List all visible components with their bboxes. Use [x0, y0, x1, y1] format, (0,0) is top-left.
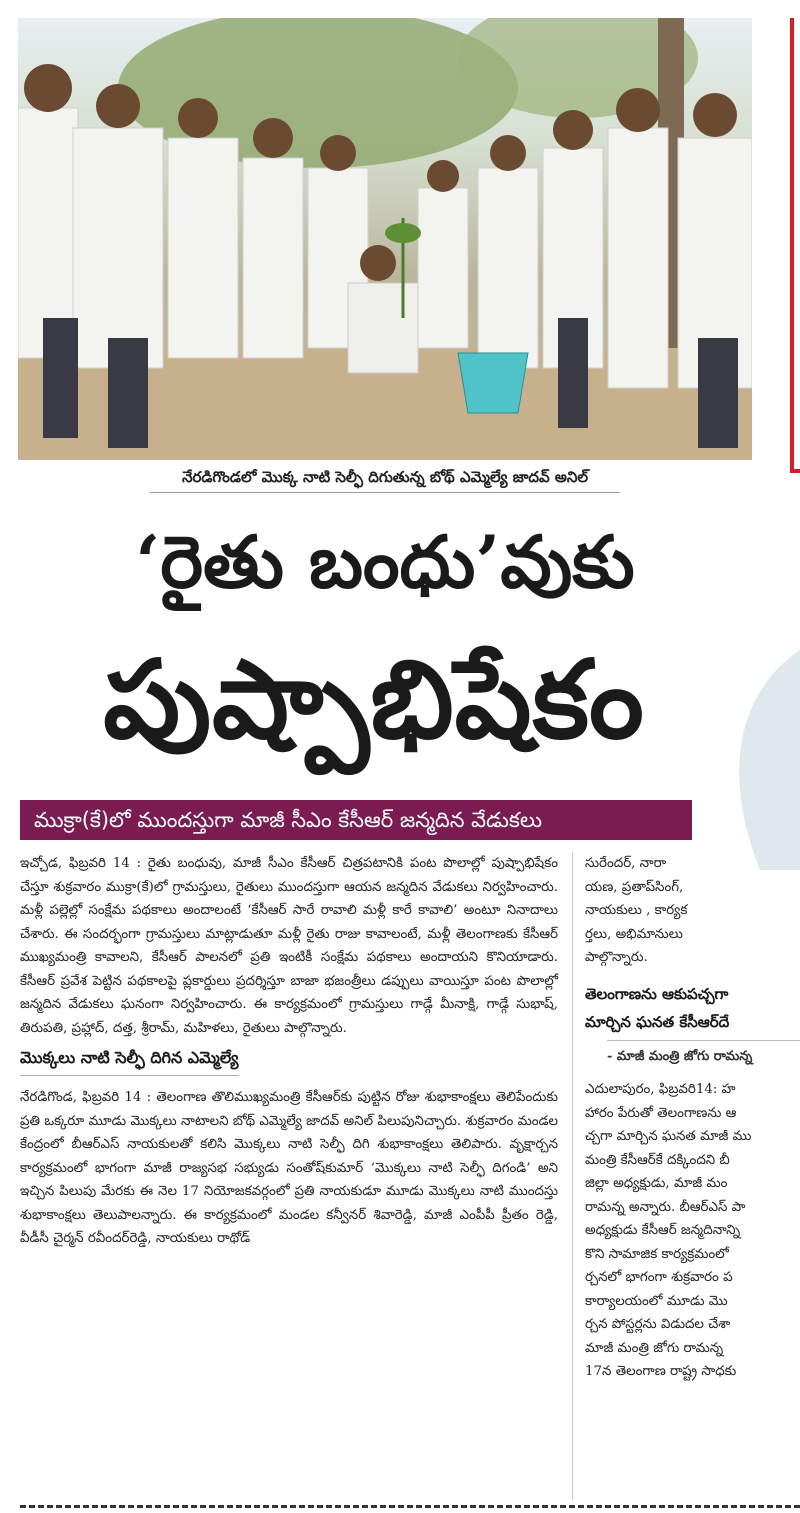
right-line: సురేందర్‌, నారా: [585, 856, 667, 871]
right-line: ఎదులాపురం, ఫిబ్రవరి14: హ: [585, 1082, 736, 1097]
right-line: నాయకులు , కార్యక: [585, 903, 688, 918]
article-1-body: ఇచ్చోడ, ఫిబ్రవరి 14 : రైతు బంధువు, మాజీ సీఎం కేసీఆర్‌ చిత్రపటానికి పంట పొలాల్లో పుష్పాభిషేకం చేస్తూ శుక్రవారం ముక్రా(కే)లో గ్రామస్తులు, రైతులు ముందస్తుగా ఆయన జన్మదిన వేడుకలు నిర్వహించారు. మళ్లీ పల్లెల్లో సంక్షేమ పథకాలు అందాలంటే ‘కేసీఆర్‌ సారే రావాలి మళ్లీ కారే కావాలి’ అంటూ నినాదాలు చేశారు. ఈ సందర్భంగా గ్రామస్తులు మాట్లాడుతూ మళ్లీ రైతు రాజు కావాలంటే, మళ్లీ తెలంగాణకు కేసీఆర్‌ ముఖ్యమంత్రి కావాలని, కేసీఆర్‌ పాలనలో ప్రతి ఇంటికీ సంక్షేమ పథకాలు అందాయని కొనియాడారు. కేసీఆర్‌ ప్రవేశ పెట్టిన పథకాలపై ప్లకార్డులు ప్రదర్శిస్తూ బాజా భజంత్రీలు డప్పులు వాయిస్తూ పంట పొలాల్లో జన్మదిన వేడుకలు ఘనంగా నిర్వహించారు. ఈ కార్యక్రమంలో గ్రామస్తులు గాడ్గే మీనాక్షి, గాడ్గే సుభాష్‌, తిరుపతి, ప్రహ్లాద్‌, దత్త, శ్రీరామ్‌, మహిళలు, రైతులు పాల్గొన్నారు.: [20, 856, 558, 1036]
right-line: జిల్లా అధ్యక్షుడు, మాజీ మం: [585, 1176, 728, 1191]
right-line: యణ, ప్రతాప్‌సింగ్‌,: [585, 879, 684, 895]
bottom-dashed-rule: [20, 1505, 800, 1508]
right-line: అధ్యక్షుడు కేసీఆర్‌ జన్మదినాన్ని: [585, 1223, 741, 1238]
right-line: ర్తలు, అభిమానులు: [585, 926, 683, 942]
headline-line-2: పుష్పాభిషేకం: [103, 637, 645, 763]
right-line: 17న తెలంగాణ రాష్ట్ర సాధకు: [585, 1364, 737, 1379]
right-line: మాజీ మంత్రి జోగు రామన్న: [585, 1340, 724, 1356]
right-line: ర్చన పోస్టర్లను విడుదల చేశా: [585, 1317, 731, 1332]
article-2-heading: మొక్కలు నాటి సెల్ఫీ దిగిన ఎమ్మెల్యే: [20, 1048, 239, 1076]
right-line: చ్చగా మార్చిన ఘనత మాజీ ము: [585, 1129, 752, 1144]
right-line: ర్చనలో భాగంగా శుక్రవారం ప: [585, 1270, 733, 1285]
right-line: మంత్రి కేసీఆర్‌కే దక్కిందని బీ: [585, 1152, 730, 1168]
right-line: రామన్న అన్నారు. బీఆర్‌ఎస్‌ పా: [585, 1199, 746, 1215]
photo-illustration: [18, 18, 752, 460]
right-subhead-line-1: తెలంగాణను ఆకుపచ్చగా: [585, 984, 729, 1003]
right-line: హారం పేరుతో తెలంగాణను ఆ: [585, 1105, 737, 1121]
caption-underline: [150, 492, 620, 493]
right-subhead-line-2: మార్చిన ఘనత కేసీఆర్‌దే: [585, 1012, 730, 1031]
column-divider: [572, 852, 573, 1500]
subheadline-bar: ముక్రా(కే)లో ముందస్తుగా మాజీ సీఎం కేసీఆర్‌ జన్మదిన వేడుకలు: [20, 800, 692, 840]
article-2-body: నేరడిగొండ, ఫిబ్రవరి 14 : తెలంగాణ తొలిముఖ్యమంత్రి కేసీఆర్‌కు పుట్టిన రోజు శుభాకాంక్షలు తెలిపేందుకు ప్రతి ఒక్కరూ మూడు మొక్కలు నాటాలని బోథ్‌ ఎమ్మెల్యే జాదవ్‌ అనిల్‌ పిలుపునిచ్చారు. శుక్రవారం మండల కేంద్రంలో బీఆర్‌ఎస్‌ నాయకులతో కలిసి మొక్కలు నాటి సెల్ఫీ దిగి శుభాకాంక్షలు తెలిపారు. వృక్షార్చన కార్యక్రమంలో భాగంగా మాజీ రాజ్యసభ సభ్యుడు సంతోష్‌కుమార్‌ ‘మొక్కలు నాటి సెల్ఫీ దిగండి’ అని ఇచ్చిన పిలుపు మేరకు ఈ నెల 17 నియోజకవర్గంలో ప్రతి నాయకుడూ మూడు మొక్కలు నాటి ముందస్తు శుభాకాంక్షలు తెలుపాలన్నారు. ఈ కార్యక్రమంలో మండల కన్వీనర్‌ శివారెడ్డి, మాజీ ఎంపీపీ ప్రీతం రెడ్డి, వీడీసీ చైర్మన్‌ రవీందర్‌రెడ్డి, నాయకులు రాథోడ్‌: [20, 1090, 558, 1246]
red-frame-decoration: [790, 18, 800, 473]
right-column: [585, 852, 800, 1384]
headline-line-1: ‘రైతు బంధు’వుకు: [135, 519, 635, 604]
right-line: పాల్గొన్నారు.: [585, 950, 648, 965]
photo-caption: నేరడిగొండలో మొక్క నాటి సెల్ఫీ దిగుతున్న బోథ్‌ ఎమ్మెల్యే జాదవ్‌ అనిల్‌: [181, 468, 589, 486]
decorative-curve: [700, 650, 800, 870]
main-column: [20, 852, 558, 1251]
right-quote-attribution: - మాజీ మంత్రి జోగు రామన్న: [607, 1040, 800, 1069]
right-line: కార్యాలయంలో మూడు మొ: [585, 1293, 728, 1309]
right-line: కొని సామాజిక కార్యక్రమంలో: [585, 1246, 729, 1262]
news-photo: [18, 18, 752, 460]
